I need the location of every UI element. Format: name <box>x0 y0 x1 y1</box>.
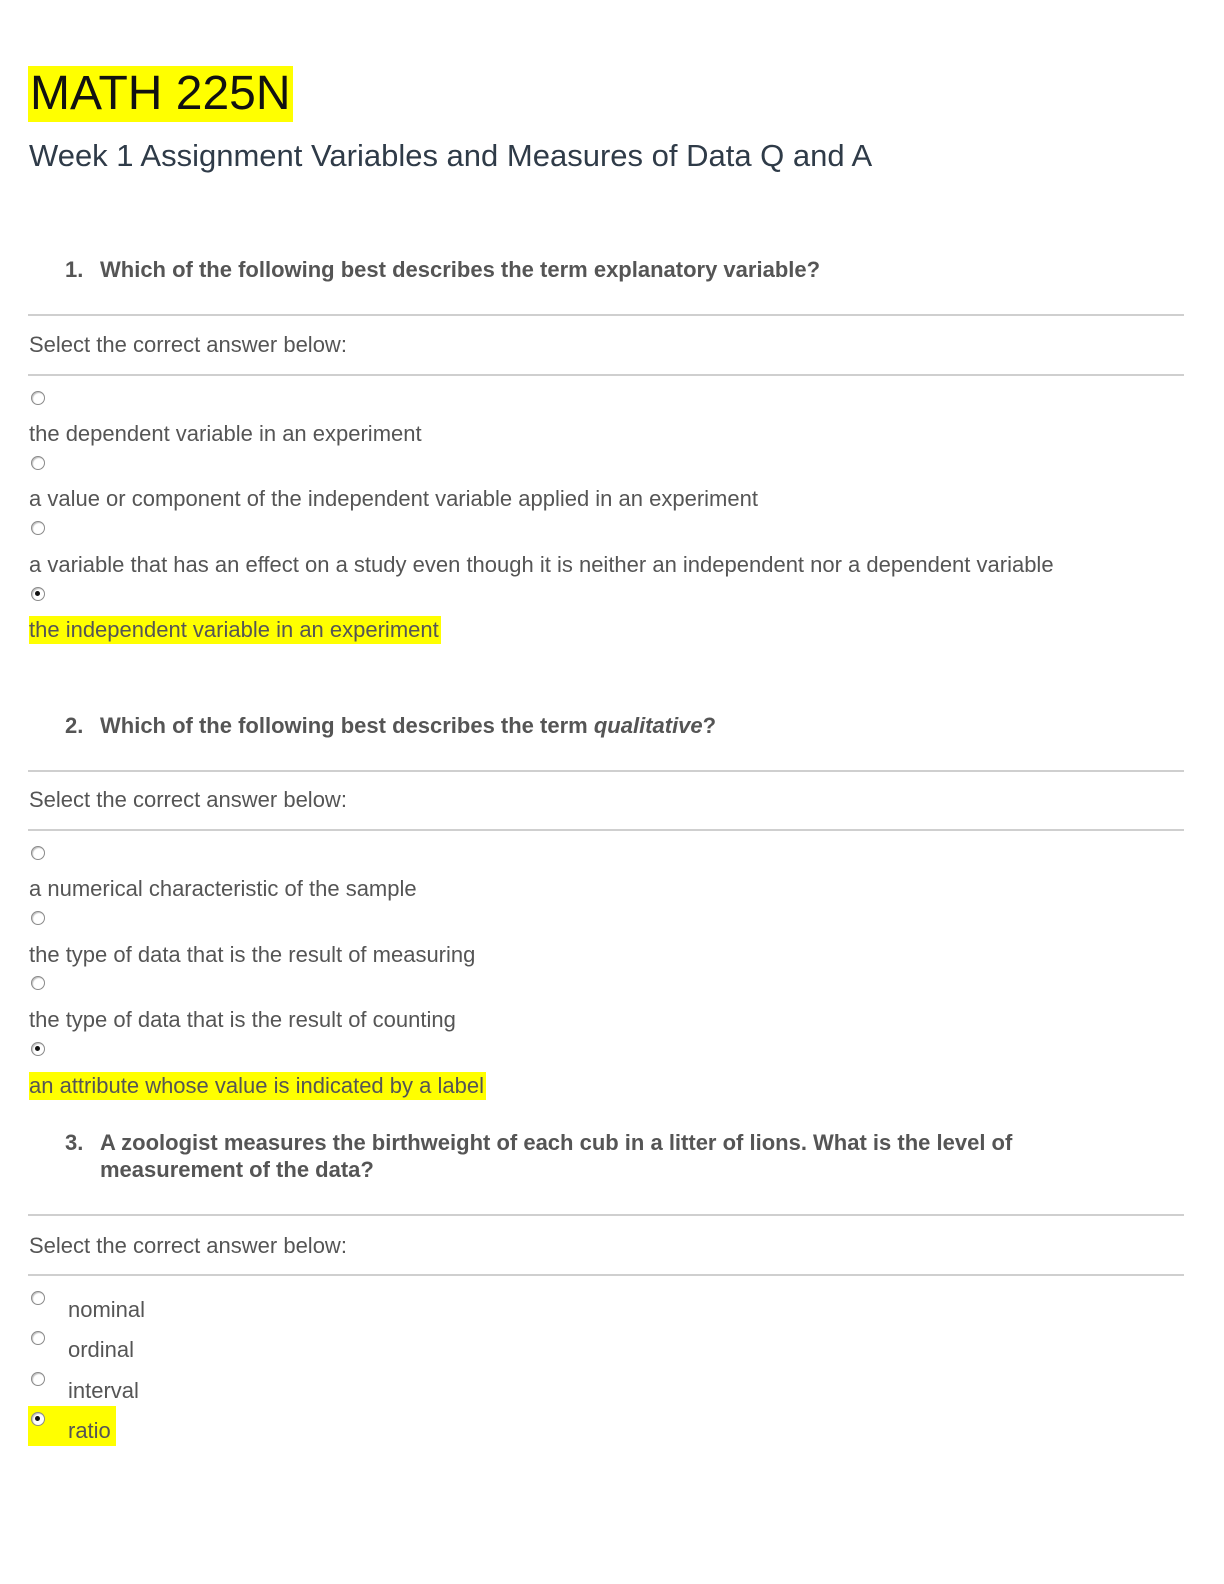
answer-option: a numerical characteristic of the sample <box>29 876 417 901</box>
radio-button[interactable] <box>31 846 45 860</box>
radio-button[interactable] <box>31 1372 45 1386</box>
divider <box>28 1274 1184 1276</box>
radio-button[interactable] <box>31 1331 45 1345</box>
radio-button[interactable] <box>31 521 45 535</box>
question-text-before: Which of the following best describes the term <box>100 713 594 738</box>
question-text: A zoologist measures the birthweight of each cub in a litter of lions. What is the level of measurement of the data? <box>100 1130 1013 1182</box>
answer-option: the type of data that is the result of measuring <box>29 942 476 967</box>
select-answer-label: Select the correct answer below: <box>29 1233 347 1258</box>
answer-option-correct: ratio <box>68 1418 111 1443</box>
divider <box>28 829 1184 831</box>
question-term: qualitative <box>593 713 703 738</box>
question-text <box>100 712 1155 739</box>
question-text-after: ? <box>702 713 717 738</box>
radio-button[interactable] <box>31 391 45 405</box>
answer-option: a value or component of the independent variable applied in an experiment <box>29 486 758 511</box>
select-answer-label: Select the correct answer below: <box>29 332 347 357</box>
select-answer-label: Select the correct answer below: <box>29 787 347 812</box>
radio-button-selected[interactable] <box>31 1042 45 1056</box>
radio-button[interactable] <box>31 1291 45 1305</box>
course-title: MATH 225N <box>30 67 291 120</box>
question-number: 3. <box>65 1130 84 1155</box>
radio-button-selected[interactable] <box>31 1412 45 1426</box>
question-2-title <box>65 712 1155 739</box>
answer-option-correct: an attribute whose value is indicated by a label <box>29 1073 484 1098</box>
divider <box>28 1214 1184 1216</box>
divider <box>28 770 1184 772</box>
answer-option: ordinal <box>68 1337 135 1362</box>
divider <box>28 374 1184 376</box>
answer-option: the type of data that is the result of counting <box>29 1007 456 1032</box>
answer-option: nominal <box>68 1297 146 1322</box>
question-number: 2. <box>65 713 84 738</box>
answer-option: a variable that has an effect on a study even though it is neither an independent nor a dependent variable <box>29 552 1054 577</box>
divider <box>28 314 1184 316</box>
radio-button[interactable] <box>31 456 45 470</box>
radio-button-selected[interactable] <box>31 587 45 601</box>
answer-option: the dependent variable in an experiment <box>29 421 422 446</box>
assignment-subtitle: Week 1 Assignment Variables and Measures of Data Q and A <box>29 138 873 173</box>
answer-option-correct: the independent variable in an experiment <box>29 617 439 642</box>
question-3-title <box>65 1129 1155 1183</box>
radio-button[interactable] <box>31 976 45 990</box>
question-number: 1. <box>65 257 84 282</box>
radio-button[interactable] <box>31 911 45 925</box>
question-text: Which of the following best describes the term explanatory variable? <box>100 257 821 282</box>
question-1-title <box>65 256 1155 283</box>
answer-option: interval <box>68 1378 139 1403</box>
